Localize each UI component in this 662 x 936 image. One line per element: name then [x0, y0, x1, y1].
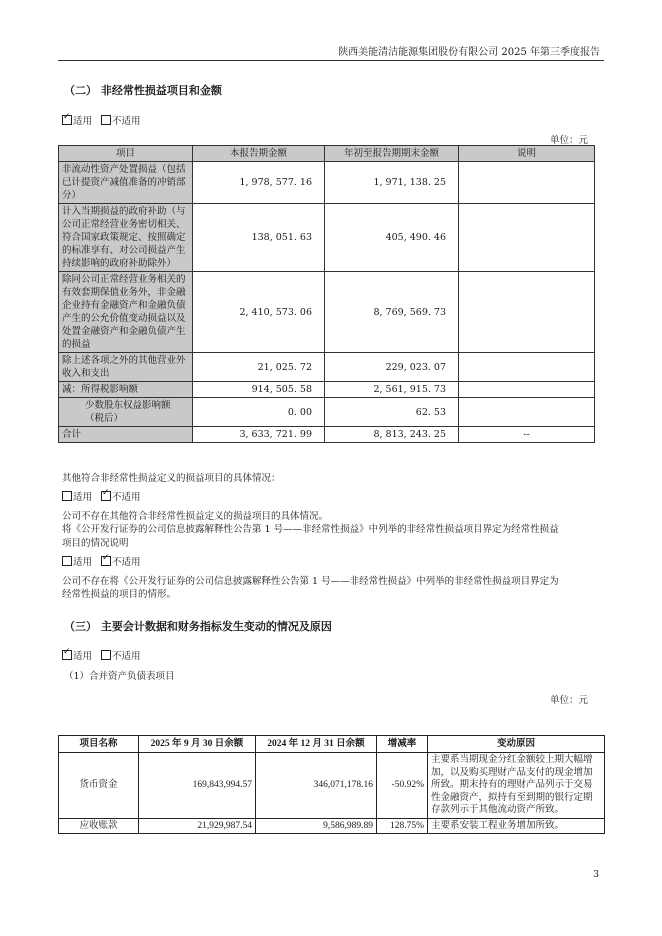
other-items-statement: 公司不存在其他符合非经常性损益定义的损益项目的具体情况。: [62, 511, 329, 522]
section3-subtitle: （1）合并资产负债表项目: [64, 671, 175, 682]
row-change-rate: 128.75%: [377, 818, 428, 834]
row-item: 减：所得税影响额: [59, 382, 193, 398]
row-current-amount: 3, 633, 721. 99: [193, 427, 325, 443]
applicable-checkbox-checked-icon: [62, 650, 72, 660]
column-header: 本报告期金额: [193, 146, 325, 162]
reclass-text-line1: 将《公开发行证券的公司信息披露解释性公告第 1 号——非经常性损益》中列举的非经常性损益项目界定为经常性损益: [62, 524, 559, 535]
report-header-title: 陕西美能清洁能源集团股份有限公司 2025 年第三季度报告: [338, 47, 600, 58]
row-item: 除同公司正常经营业务相关的有效套期保值业务外，非金融企业持有金融资产和金融负债产生的公允价值变动损益以及处置金融资产和金融负债产生的损益: [59, 272, 193, 353]
reclass-statement-line1: 公司不存在将《公开发行证券的公司信息披露解释性公告第 1 号——非经常性损益》中列举的非经常性损益项目界定为: [62, 576, 559, 587]
column-header: 2024 年 12 月 31 日余额: [256, 736, 377, 753]
section3-applicability: ✓适用 不适用: [62, 648, 141, 662]
table-row: [59, 204, 595, 272]
table-row: [59, 818, 605, 834]
row-ytd-amount: 8, 813, 243. 25: [325, 427, 459, 443]
row-note: --: [459, 427, 595, 443]
not-applicable-checkbox-checked-icon: [101, 556, 111, 566]
row-ytd-amount: 62. 53: [325, 398, 459, 427]
row-note: [459, 353, 595, 382]
column-header: 年初至报告期期末金额: [325, 146, 459, 162]
applicable-checkbox-checked-icon: [62, 115, 72, 125]
section2-applicability: ✓适用 不适用: [62, 113, 141, 127]
other-items-applicability: 适用 ✓ 不适用: [62, 489, 141, 503]
row-change-rate: -50.92%: [377, 753, 428, 819]
non-recurring-gains-table: [58, 145, 595, 443]
row-note: [459, 272, 595, 353]
table-header-row: [59, 146, 595, 162]
column-header: 变动原因: [428, 736, 605, 753]
row-item: 除上述各项之外的其他营业外收入和支出: [59, 353, 193, 382]
row-change-reason: 主要系当期现金分红金额较上期大幅增加，以及购买理财产品支付的现金增加所致。期末持有的理财产品列示于交易性金融资产，拟持有至到期的银行定期存款列示于其他流动资产所致。: [428, 753, 605, 819]
row-current-amount: 1, 978, 577. 16: [193, 162, 325, 204]
row-current-amount: 914, 505. 58: [193, 382, 325, 398]
row-item: 少数股东权益影响额（税后）: [59, 398, 193, 427]
other-items-text: 其他符合非经常性损益定义的损益项目的具体情况：: [62, 473, 281, 484]
applicable-checkbox-icon: [62, 491, 72, 501]
column-header: 说明: [459, 146, 595, 162]
table-row: [59, 162, 595, 204]
row-item-name: 应收账款: [59, 818, 139, 834]
not-applicable-checkbox-icon: [101, 115, 111, 125]
row-balance-2025: 169,843,994.57: [139, 753, 256, 819]
row-balance-2024: 346,071,178.16: [256, 753, 377, 819]
row-current-amount: 138, 051. 63: [193, 204, 325, 272]
not-applicable-checkbox-icon: [101, 650, 111, 660]
row-ytd-amount: 2, 561, 915. 73: [325, 382, 459, 398]
row-ytd-amount: 405, 490. 46: [325, 204, 459, 272]
row-note: [459, 398, 595, 427]
table-header-row: [59, 736, 605, 753]
row-note: [459, 162, 595, 204]
table-total-row: [59, 427, 595, 443]
reclass-text-line2: 项目的情况说明: [62, 538, 129, 549]
section2-unit: 单位：元: [549, 135, 588, 146]
row-balance-2024: 9,586,989.89: [256, 818, 377, 834]
balance-sheet-changes-table: [58, 735, 605, 834]
applicable-checkbox-icon: [62, 556, 72, 566]
row-item: 非流动性资产处置损益（包括已计提资产减值准备的冲销部分）: [59, 162, 193, 204]
table-row: [59, 272, 595, 353]
reclass-statement-line2: 经常性损益的项目的情形。: [62, 589, 177, 600]
row-item: 合计: [59, 427, 193, 443]
section2-title: （二） 非经常性损益项目和金额: [64, 84, 222, 97]
column-header: 2025 年 9 月 30 日余额: [139, 736, 256, 753]
row-balance-2025: 21,929,987.54: [139, 818, 256, 834]
row-change-reason: 主要系安装工程业务增加所致。: [428, 818, 605, 834]
row-current-amount: 21, 025. 72: [193, 353, 325, 382]
row-ytd-amount: 1, 971, 138. 25: [325, 162, 459, 204]
column-header: 项目: [59, 146, 193, 162]
header-divider: [58, 60, 604, 61]
not-applicable-checkbox-checked-icon: [101, 491, 111, 501]
row-ytd-amount: 8, 769, 569. 73: [325, 272, 459, 353]
reclass-applicability: 适用 ✓ 不适用: [62, 554, 141, 568]
section3-unit: 单位：元: [549, 695, 588, 706]
section3-title: （三） 主要会计数据和财务指标发生变动的情况及原因: [64, 620, 332, 633]
table-row: [59, 353, 595, 382]
row-current-amount: 2, 410, 573. 06: [193, 272, 325, 353]
row-item: 计入当期损益的政府补助（与公司正常经营业务密切相关、符合国家政策规定、按照确定的标准享有、对公司损益产生持续影响的政府补助除外）: [59, 204, 193, 272]
column-header: 增减率: [377, 736, 428, 753]
table-row: [59, 398, 595, 427]
page-number: 3: [592, 869, 599, 880]
row-item-name: 货币资金: [59, 753, 139, 819]
table-row: [59, 753, 605, 819]
row-ytd-amount: 229, 023. 07: [325, 353, 459, 382]
row-current-amount: 0. 00: [193, 398, 325, 427]
column-header: 项目名称: [59, 736, 139, 753]
row-note: [459, 382, 595, 398]
table-row: [59, 382, 595, 398]
row-note: [459, 204, 595, 272]
